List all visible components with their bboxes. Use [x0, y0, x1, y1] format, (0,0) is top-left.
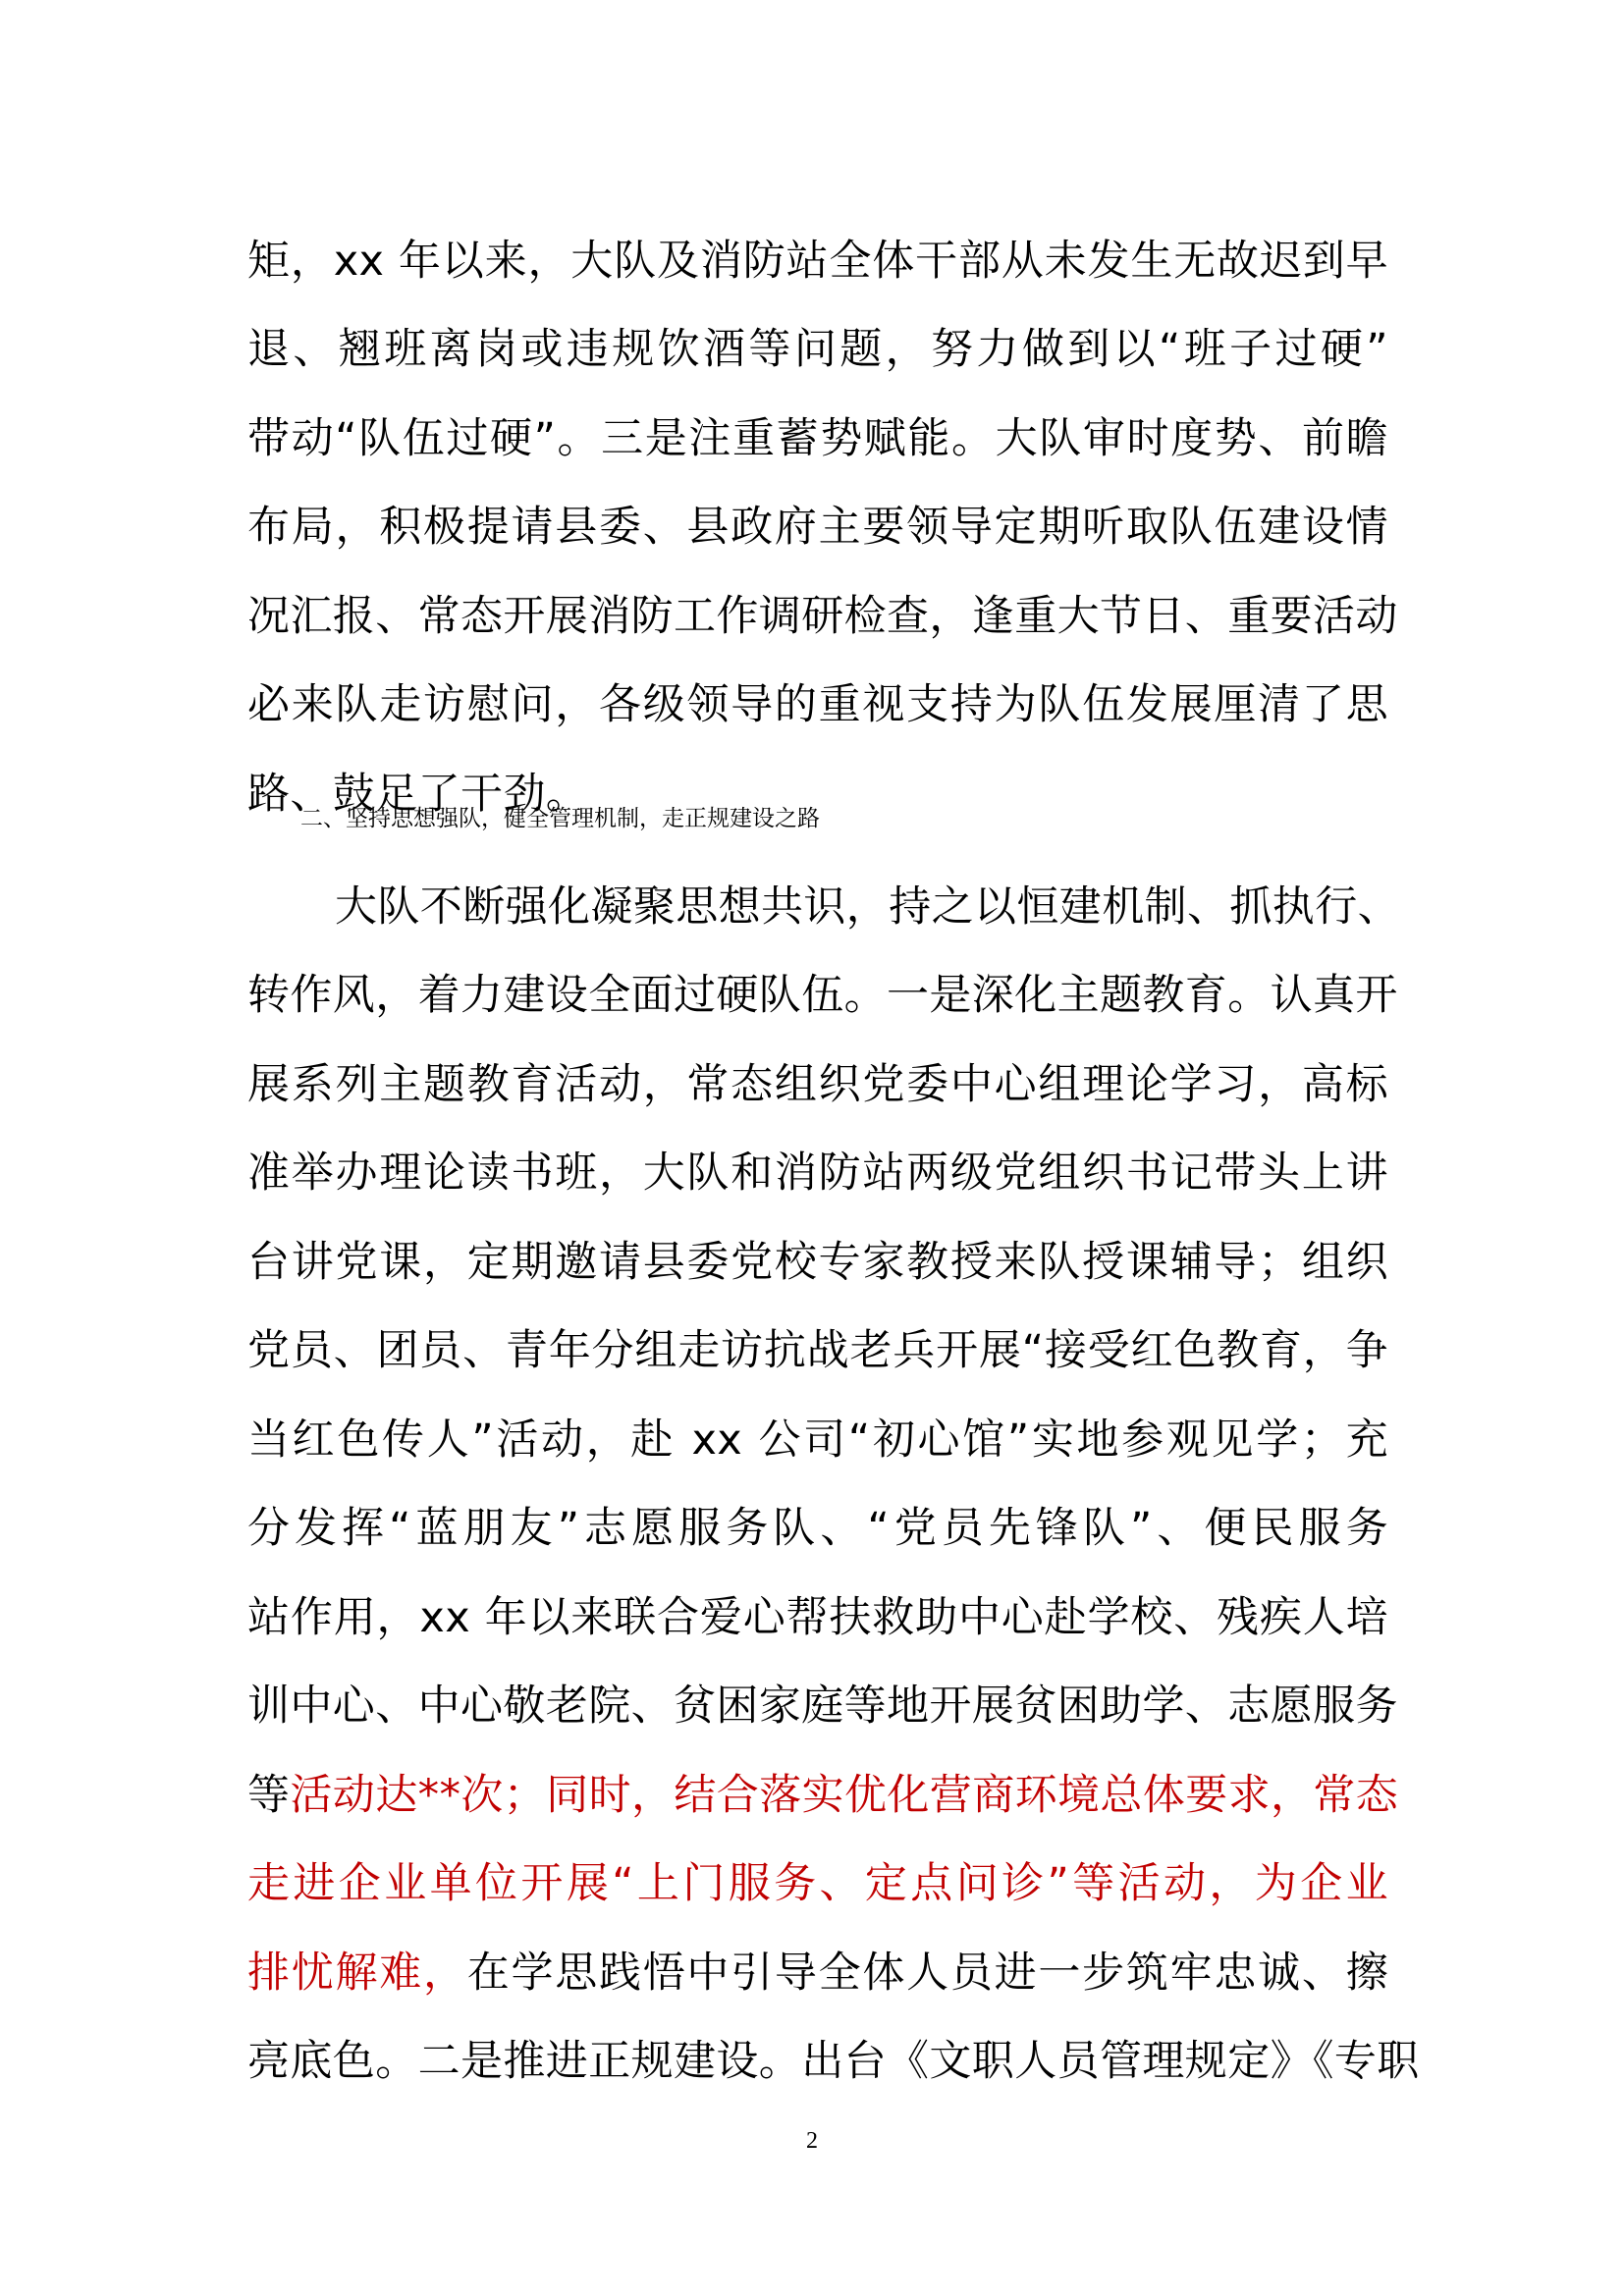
highlighted-text: 活动达**次；同时，结合落实优化营商环境总体要求，常态 — [290, 1771, 1399, 1820]
paragraph-line: 台讲党课，定期邀请县委党校专家教授来队授课辅导；组织 — [247, 1238, 1388, 1287]
highlighted-text: 排忧解难， — [247, 1949, 467, 1998]
paragraph-line: 亮底色。二是推进正规建设。出台《文职人员管理规定》《专职 — [247, 2037, 1420, 2086]
paragraph-line-mixed — [247, 1946, 1388, 2001]
paragraph-line-mixed — [247, 1768, 1399, 1823]
paragraph-line: 展系列主题教育活动，常态组织党委中心组理论学习，高标 — [247, 1060, 1388, 1109]
paragraph-line: 训中心、中心敬老院、贫困家庭等地开展贫困助学、志愿服务 — [247, 1682, 1398, 1731]
paragraph-line: 准举办理论读书班，大队和消防站两级党组织书记带头上讲 — [247, 1148, 1388, 1198]
paragraph-line: 大队不断强化凝聚思想共识，持之以恒建机制、抓执行、 — [335, 882, 1400, 932]
paragraph-line: 带动“队伍过硬”。三是注重蓄势赋能。大队审时度势、前瞻 — [247, 414, 1388, 463]
paragraph-line: 布局，积极提请县委、县政府主要领导定期听取队伍建设情 — [247, 503, 1388, 552]
paragraph-line: 矩，xx 年以来，大队及消防站全体干部从未发生无故迟到早 — [247, 237, 1388, 286]
paragraph-line: 党员、团员、青年分组走访抗战老兵开展“接受红色教育，争 — [247, 1326, 1388, 1375]
paragraph-line: 站作用，xx 年以来联合爱心帮扶救助中心赴学校、残疾人培 — [247, 1593, 1388, 1642]
paragraph-line: 转作风，着力建设全面过硬队伍。一是深化主题教育。认真开 — [247, 971, 1398, 1020]
normal-text: 在学思践悟中引导全体人员进一步筑牢忠诚、擦 — [466, 1949, 1388, 1998]
paragraph-line-highlighted: 走进企业单位开展“上门服务、定点问诊”等活动，为企业 — [247, 1859, 1389, 1908]
paragraph-line: 况汇报、常态开展消防工作调研检查，逢重大节日、重要活动 — [247, 592, 1398, 641]
normal-text: 等 — [247, 1771, 291, 1820]
section-heading: 二、坚持思想强队，健全管理机制，走正规建设之路 — [300, 806, 820, 831]
paragraph-line: 路、鼓足了干劲。 — [247, 770, 589, 819]
page-number: 2 — [806, 2128, 818, 2154]
paragraph-line: 必来队走访慰问，各级领导的重视支持为队伍发展厘清了思 — [247, 680, 1388, 729]
paragraph-line: 分发挥“蓝朋友”志愿服务队、“党员先锋队”、便民服务 — [247, 1504, 1388, 1553]
paragraph-line: 退、翘班离岗或违规饮酒等问题，努力做到以“班子过硬” — [247, 325, 1388, 374]
paragraph-line: 当红色传人”活动，赴 xx 公司“初心馆”实地参观见学；充 — [247, 1415, 1388, 1465]
